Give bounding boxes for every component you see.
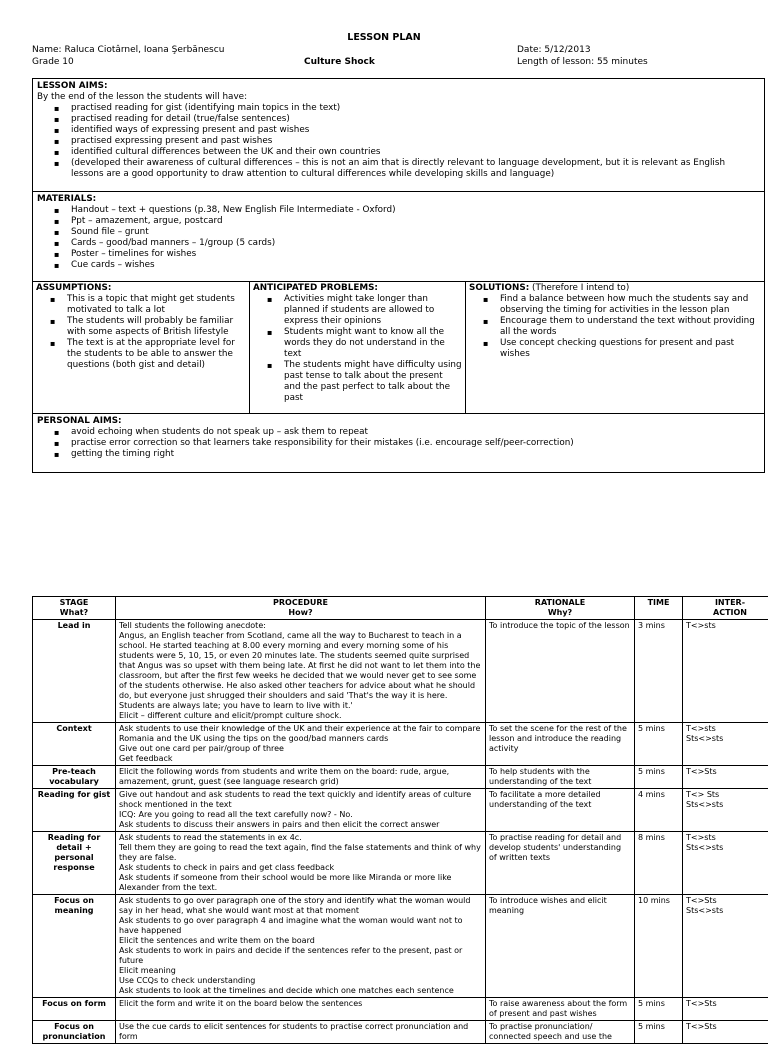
procedure-line: Elicit – different culture and elicit/prompt culture shock. — [119, 711, 482, 721]
personal-aims-list — [37, 427, 760, 460]
procedure-line: Ask students to check in pairs and get class feedback — [119, 863, 482, 873]
procedure-line: Give out handout and ask students to read the text quickly and identify areas of culture shock mentioned in the text — [119, 790, 482, 810]
time-cell: 5 mins — [635, 766, 683, 789]
procedure-header: PROCEDURE How? — [116, 597, 486, 620]
procedure-line: Ask students to read the statements in ex 4c. — [119, 833, 482, 843]
stage-header: STAGE What? — [33, 597, 116, 620]
assumption-item: ▪ The students will probably be familiar with some aspects of British lifestyle — [67, 316, 246, 338]
assumption-item: ▪ The text is at the appropriate level for the students to be able to answer the questions (both gist and detail) — [67, 338, 246, 371]
aim-item: ▪ (developed their awareness of cultural differences – this is not an aim that is directly relevant to language development, but it is relevant as English lessons are a good opportunity to draw attention to cultural differences while developing skills and language) — [71, 158, 760, 180]
table-row — [33, 895, 768, 998]
procedure-line: Use the cue cards to elicit sentences for students to practise correct pronunciation and form — [119, 1022, 482, 1042]
lesson-topic: Culture Shock — [304, 57, 375, 68]
materials-section — [32, 192, 765, 282]
procedure-cell — [116, 895, 486, 998]
problems-column — [249, 282, 465, 413]
table-row — [33, 766, 768, 789]
procedure-cell — [116, 832, 486, 895]
lesson-aims-heading: LESSON AIMS: — [37, 81, 760, 92]
time-cell: 10 mins — [635, 895, 683, 998]
rationale-cell: To facilitate a more detailed understanding of the text — [486, 789, 635, 832]
aim-item: ▪ practised reading for detail (true/false sentences) — [71, 114, 760, 125]
procedure-table — [32, 596, 768, 1044]
stage-cell: Lead in — [33, 620, 116, 723]
aim-item: ▪ practised expressing present and past wishes — [71, 136, 760, 147]
document-title: LESSON PLAN — [0, 32, 768, 43]
stage-cell: Reading for gist — [33, 789, 116, 832]
interaction-cell: T<>Sts — [683, 1021, 768, 1044]
material-item: ▪ Ppt – amazement, argue, postcard — [71, 216, 760, 227]
author-names: Name: Raluca Ciotârnel, Ioana Şerbănescu — [32, 45, 224, 56]
personal-aim-item: ▪ practise error correction so that learners take responsibility for their mistakes (i.e. encourage self/peer-correction) — [71, 438, 760, 449]
interaction-header: INTER- ACTION — [683, 597, 768, 620]
time-cell: 5 mins — [635, 1021, 683, 1044]
procedure-line: Get feedback — [119, 754, 482, 764]
procedure-line: Tell them they are going to read the text again, find the false statements and think of why they are false. — [119, 843, 482, 863]
procedure-line: Use CCQs to check understanding — [119, 976, 482, 986]
material-item: ▪ Poster – timelines for wishes — [71, 249, 760, 260]
time-cell: 8 mins — [635, 832, 683, 895]
procedure-line: Ask students to use their knowledge of the UK and their experience at the fair to compare Romania and the UK using the tips on the good/bad manners cards — [119, 724, 482, 744]
procedure-line: Tell students the following anecdote: — [119, 621, 482, 631]
procedure-cell — [116, 620, 486, 723]
solutions-list — [469, 294, 761, 360]
lesson-date: Date: 5/12/2013 — [517, 45, 591, 56]
table-row — [33, 789, 768, 832]
interaction-cell: T<>Sts Sts<>sts — [683, 895, 768, 998]
personal-aim-item: ▪ getting the timing right — [71, 449, 760, 460]
procedure-line: Ask students to look at the timelines and decide which one matches each sentence — [119, 986, 482, 996]
material-item: ▪ Handout – text + questions (p.38, New English File Intermediate - Oxford) — [71, 205, 760, 216]
time-cell: 5 mins — [635, 723, 683, 766]
stage-cell: Focus on pronunciation — [33, 1021, 116, 1044]
procedure-line: Ask students to go over paragraph 4 and imagine what the woman would want not to have happened — [119, 916, 482, 936]
procedure-line: Elicit meaning — [119, 966, 482, 976]
procedure-line: Elicit the form and write it on the board below the sentences — [119, 999, 482, 1009]
assumptions-column — [33, 282, 249, 413]
procedure-line: Elicit the following words from students and write them on the board: rude, argue, amazement, grunt, guest (see language research grid) — [119, 767, 482, 787]
interaction-cell: T<>Sts — [683, 766, 768, 789]
procedure-cell — [116, 789, 486, 832]
lesson-aims-section — [32, 78, 765, 192]
table-row — [33, 998, 768, 1021]
problems-list — [253, 294, 462, 404]
aim-item: ▪ practised reading for gist (identifying main topics in the text) — [71, 103, 760, 114]
stage-cell: Focus on form — [33, 998, 116, 1021]
material-item: ▪ Sound file – grunt — [71, 227, 760, 238]
materials-list — [37, 205, 760, 271]
solutions-heading: SOLUTIONS: — [469, 283, 529, 293]
problem-item: ▪ Students might want to know all the words they do not understand in the text — [284, 327, 462, 360]
time-cell: 4 mins — [635, 789, 683, 832]
procedure-cell — [116, 723, 486, 766]
stage-cell: Reading for detail + personal response — [33, 832, 116, 895]
stage-cell: Pre-teach vocabulary — [33, 766, 116, 789]
solution-item: ▪ Encourage them to understand the text without providing all the words — [500, 316, 761, 338]
planning-section — [32, 282, 765, 414]
stage-cell: Focus on meaning — [33, 895, 116, 998]
procedure-line: ICQ: Are you going to read all the text carefully now? - No. — [119, 810, 482, 820]
procedure-line: Angus, an English teacher from Scotland, came all the way to Bucharest to teach in a school. He started teaching at 8.00 every morning and every morning some of his students were 5, 10, 15, or even 20 minutes late. The students seemed quite surprised that Angus was so upset with them being late. At first he did not want to let them into the classroom, but after the first few weeks he decided that we would never get to see some of the students otherwise. He also asked other teachers for advice about what he should do, but everyone just shrugged their shoulders and said 'That's the way it is here. Students are always late; you have to learn to live with it.' — [119, 631, 482, 711]
rationale-cell: To introduce the topic of the lesson — [486, 620, 635, 723]
procedure-line: Ask students to discuss their answers in pairs and then elicit the correct answer — [119, 820, 482, 830]
rationale-cell: To introduce wishes and elicit meaning — [486, 895, 635, 998]
assumptions-list — [36, 294, 246, 371]
solution-item: ▪ Find a balance between how much the students say and observing the timing for activities in the lesson plan — [500, 294, 761, 316]
lesson-aims-list — [37, 103, 760, 180]
grade: Grade 10 — [32, 57, 74, 68]
procedure-line: Ask students to work in pairs and decide if the sentences refer to the present, past or future — [119, 946, 482, 966]
rationale-cell: To help students with the understanding of the text — [486, 766, 635, 789]
procedure-line: Ask students if someone from their school would be more like Miranda or more like Alexander from the text. — [119, 873, 482, 893]
interaction-cell: T<>sts Sts<>sts — [683, 723, 768, 766]
table-row — [33, 620, 768, 723]
lesson-aims-intro: By the end of the lesson the students will have: — [37, 92, 760, 103]
procedure-line: Give out one card per pair/group of three — [119, 744, 482, 754]
procedure-cell — [116, 766, 486, 789]
table-row — [33, 723, 768, 766]
rationale-cell: To set the scene for the rest of the lesson and introduce the reading activity — [486, 723, 635, 766]
aim-item: ▪ identified ways of expressing present and past wishes — [71, 125, 760, 136]
personal-aims-heading: PERSONAL AIMS: — [37, 416, 760, 427]
rationale-cell: To practise reading for detail and develop students' understanding of written texts — [486, 832, 635, 895]
lesson-length: Length of lesson: 55 minutes — [517, 57, 648, 68]
time-header: TIME — [635, 597, 683, 620]
personal-aim-item: ▪ avoid echoing when students do not speak up – ask them to repeat — [71, 427, 760, 438]
problem-item: ▪ The students might have difficulty using past tense to talk about the present and the past perfect to talk about the past — [284, 360, 462, 404]
time-cell: 3 mins — [635, 620, 683, 723]
time-cell: 5 mins — [635, 998, 683, 1021]
aim-item: ▪ identified cultural differences between the UK and their own countries — [71, 147, 760, 158]
material-item: ▪ Cue cards – wishes — [71, 260, 760, 271]
procedure-line: Elicit the sentences and write them on the board — [119, 936, 482, 946]
solutions-column — [465, 282, 764, 413]
stage-cell: Context — [33, 723, 116, 766]
personal-aims-section — [32, 414, 765, 473]
materials-heading: MATERIALS: — [37, 194, 760, 205]
interaction-cell: T<> Sts Sts<>sts — [683, 789, 768, 832]
interaction-cell: T<>sts Sts<>sts — [683, 832, 768, 895]
rationale-cell: To raise awareness about the form of present and past wishes — [486, 998, 635, 1021]
problem-item: ▪ Activities might take longer than planned if students are allowed to express their opinions — [284, 294, 462, 327]
procedure-line: Ask students to go over paragraph one of the story and identify what the woman would say in her head, what she would want most at that moment — [119, 896, 482, 916]
table-header-row — [33, 597, 768, 620]
assumptions-heading: ASSUMPTIONS: — [36, 283, 246, 294]
procedure-cell — [116, 998, 486, 1021]
solution-item: ▪ Use concept checking questions for present and past wishes — [500, 338, 761, 360]
interaction-cell: T<>Sts — [683, 998, 768, 1021]
material-item: ▪ Cards – good/bad manners – 1/group (5 cards) — [71, 238, 760, 249]
solutions-heading-note: (Therefore I intend to) — [532, 283, 629, 293]
table-row — [33, 832, 768, 895]
problems-heading: ANTICIPATED PROBLEMS: — [253, 283, 462, 294]
interaction-cell: T<>sts — [683, 620, 768, 723]
rationale-header: RATIONALE Why? — [486, 597, 635, 620]
assumption-item: ▪ This is a topic that might get students motivated to talk a lot — [67, 294, 246, 316]
rationale-cell: To practise pronunciation/ connected speech and use the — [486, 1021, 635, 1044]
